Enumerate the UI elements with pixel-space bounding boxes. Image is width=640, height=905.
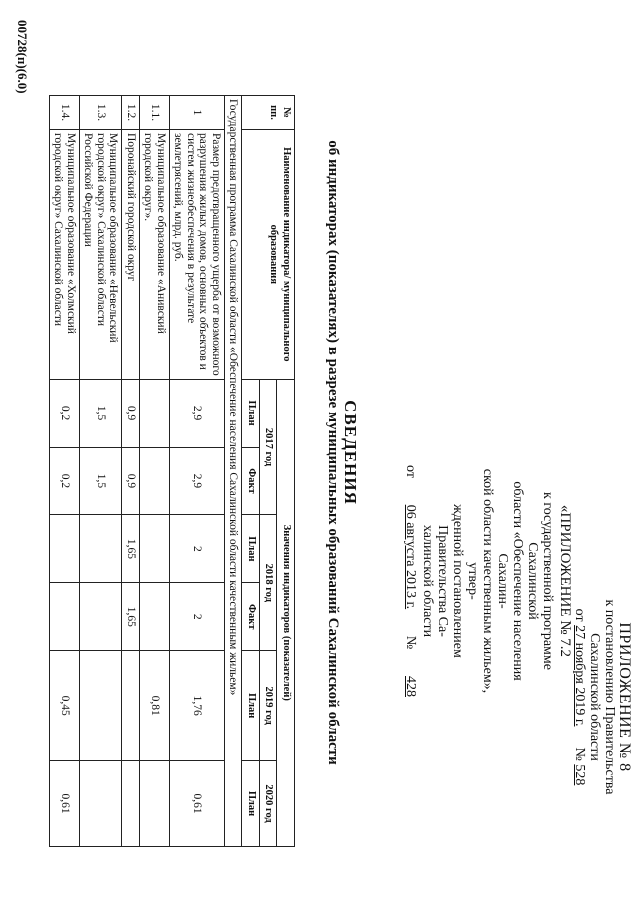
row-number: 1.2.	[122, 96, 140, 130]
col-header-number: № пп.	[242, 96, 295, 130]
value-plan-2018	[80, 515, 123, 583]
value-fact-2018	[80, 583, 123, 651]
value-plan-2020: 0,61	[50, 761, 80, 847]
appendix-line-2: к постановлению Правительства	[602, 599, 617, 795]
col-header-name: Наименование индикатора/ муниципального образования	[242, 129, 295, 379]
year-2020: 2020 год	[260, 761, 278, 847]
program-date-prefix: от	[403, 465, 418, 478]
appendix-date: 27 ноября 2019 г.	[572, 625, 587, 727]
plan-2018: План	[242, 515, 260, 583]
plan-2019: План	[242, 651, 260, 761]
row-name: Поронайский городской округ	[122, 129, 140, 379]
value-plan-2019: 0,81	[140, 651, 170, 761]
program-appendix-line-5: халинской области	[420, 524, 435, 638]
value-plan-2019: 0,45	[50, 651, 80, 761]
value-plan-2018: 2	[170, 515, 225, 583]
value-fact-2017: 2,9	[170, 447, 225, 515]
row-number: 1.4.	[50, 96, 80, 130]
plan-2020: План	[242, 761, 260, 847]
program-name: Государственная программа Сахалинской области «Обеспечение населения Сахалинской области качественным жильем»	[225, 96, 243, 847]
value-plan-2020	[140, 761, 170, 847]
value-plan-2018	[50, 515, 80, 583]
row-name: Муниципальное образование «Невельский городской округ» Сахалинской области Российской Федерации	[80, 129, 123, 379]
table-row	[50, 96, 80, 847]
row-name: Размер предотвращенного ущерба от возможного разрушения жилых домов, основных объектов и систем жизнеобеспечения в результате землетрясений, млрд. руб.	[170, 129, 225, 379]
program-appendix-line-2: области «Обеспечение населения Сахалин-	[495, 481, 525, 681]
appendix-line-3: Сахалинской области	[587, 633, 602, 761]
program-date: 06 августа 2013 г.	[403, 504, 418, 610]
program-appendix-date-line	[403, 465, 418, 697]
table-row	[80, 96, 123, 847]
appendix-header	[572, 547, 632, 847]
value-plan-2018	[140, 515, 170, 583]
value-plan-2017	[140, 379, 170, 447]
table-row	[122, 96, 140, 847]
program-number: 428	[403, 676, 418, 697]
appendix-title: ПРИЛОЖЕНИЕ № 8	[616, 622, 633, 772]
value-plan-2019	[80, 651, 123, 761]
year-2018: 2018 год	[260, 515, 278, 651]
value-plan-2019: 1,76	[170, 651, 225, 761]
value-fact-2017	[140, 447, 170, 515]
program-row	[225, 96, 243, 847]
program-appendix-title: «ПРИЛОЖЕНИЕ № 7.2	[557, 504, 573, 658]
value-plan-2017: 0,9	[122, 379, 140, 447]
col-header-values: Значения индикаторов (показателей)	[277, 379, 295, 846]
value-fact-2018	[140, 583, 170, 651]
row-number: 1.1.	[140, 96, 170, 130]
row-name: Муниципальное образование «Холмский городской округ» Сахалинской области	[50, 129, 80, 379]
fact-2018: Факт	[242, 583, 260, 651]
indicators-table	[49, 95, 295, 847]
program-appendix-line-4: жденной постановлением Правительства Са-	[435, 504, 465, 658]
program-appendix-line-3: ской области качественным жильем», утвер-	[465, 468, 495, 694]
value-fact-2018: 2	[170, 583, 225, 651]
document-subtitle: об индикаторах (показателях) в разрезе муниципальных образований Сахалинской области	[325, 140, 341, 765]
document-code: 00728(п)(6.0)	[15, 20, 30, 94]
value-plan-2020: 0,61	[170, 761, 225, 847]
program-appendix-header	[403, 465, 572, 697]
value-fact-2018: 1,65	[122, 583, 140, 651]
table-row	[140, 96, 170, 847]
appendix-date-prefix: от	[572, 608, 587, 622]
row-name: Муниципальное образование «Анивский городской округ».	[140, 129, 170, 379]
value-fact-2018	[50, 583, 80, 651]
value-fact-2017: 0,9	[122, 447, 140, 515]
year-2019: 2019 год	[260, 651, 278, 761]
value-fact-2017: 1,5	[80, 447, 123, 515]
plan-2017: План	[242, 379, 260, 447]
appendix-number: 528	[572, 764, 587, 786]
value-plan-2018: 1,65	[122, 515, 140, 583]
row-number: 1	[170, 96, 225, 130]
value-plan-2019	[122, 651, 140, 761]
value-plan-2017: 2,9	[170, 379, 225, 447]
appendix-date-line	[572, 547, 587, 847]
document-title: СВЕДЕНИЯ	[341, 400, 360, 505]
appendix-number-prefix: №	[572, 747, 587, 761]
value-fact-2017: 0,2	[50, 447, 80, 515]
program-number-prefix: №	[403, 635, 418, 650]
table-row	[170, 96, 225, 847]
year-2017: 2017 год	[260, 379, 278, 515]
program-appendix-line-1: к государственной программе Сахалинской	[525, 492, 555, 670]
value-plan-2020	[80, 761, 123, 847]
fact-2017: Факт	[242, 447, 260, 515]
value-plan-2017: 0,2	[50, 379, 80, 447]
value-plan-2017: 1,5	[80, 379, 123, 447]
row-number: 1.3.	[80, 96, 123, 130]
value-plan-2020	[122, 761, 140, 847]
